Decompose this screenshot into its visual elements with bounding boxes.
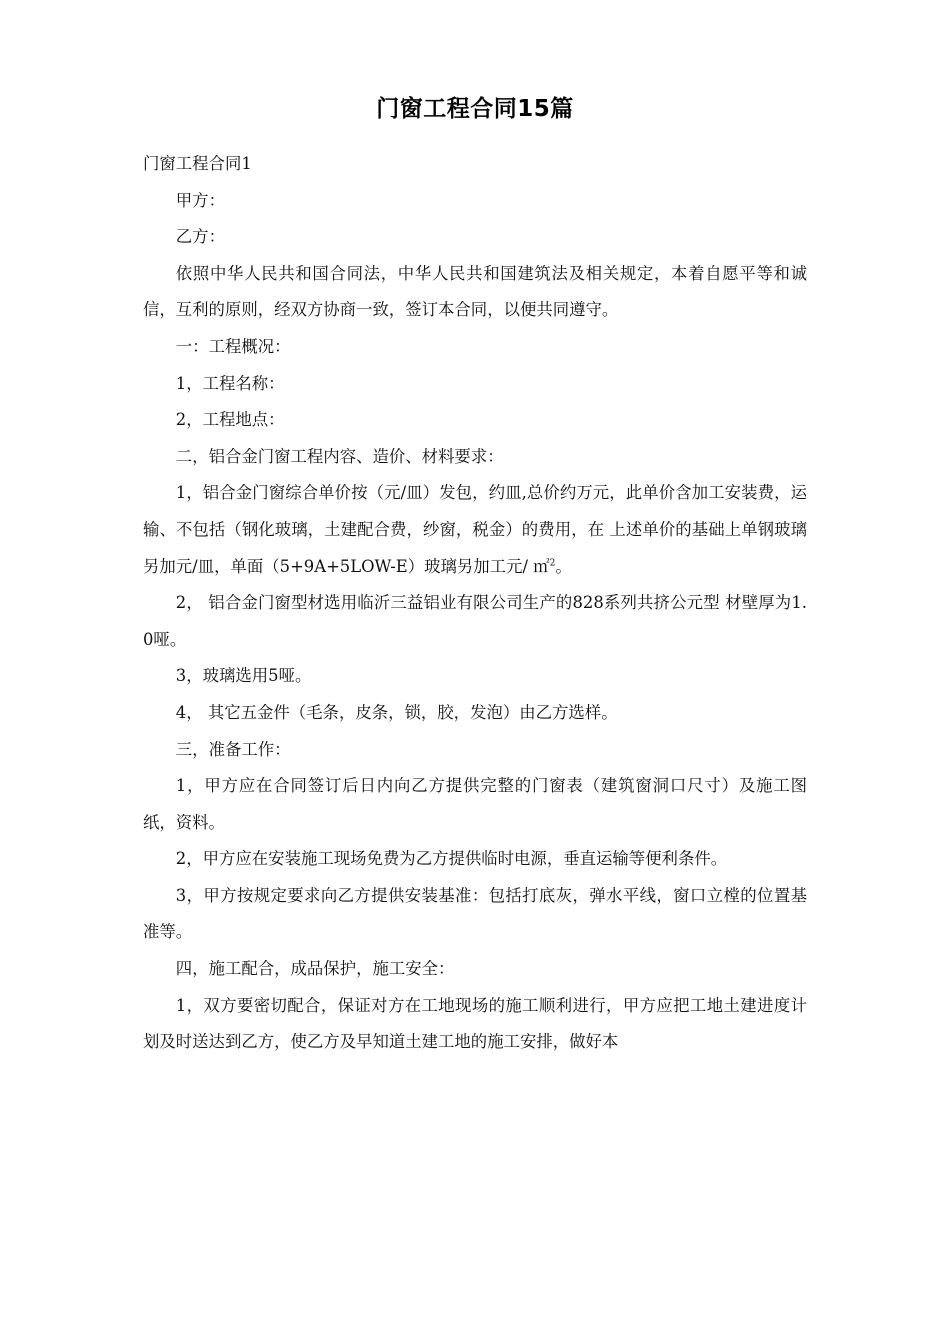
paragraph-party-b: 乙方： — [175, 227, 225, 247]
paragraph-project-name: 1，工程名称： — [175, 373, 285, 393]
paragraph-section-3-heading: 三，准备工作： — [175, 739, 291, 759]
unit-price-text: 1，铝合金门窗综合单价按（元/皿）发包，约皿,总价约万元，此单价含加工安装费，运输、不包括（钢化玻璃，土建配合费，纱窗，税金）的费用，在 上述单价的基础上单钢玻璃另加元/皿，单面（5+9A+5LOW-E）玻璃另加工元/ ㎡ — [143, 483, 807, 576]
paragraph-profile-material: 2， 铝合金门窗型材选用临沂三益铝业有限公司生产的828系列共挤公元型 材壁厚为1.0哑。 — [143, 593, 807, 649]
document-body — [143, 146, 807, 1061]
document-title: 门窗工程合同15篇 — [376, 96, 574, 122]
paragraph-cooperation-1: 1，双方要密切配合，保证对方在工地现场的施工顺利进行，甲方应把工地土建进度计划及时送达到乙方，使乙方及早知道土建工地的施工安排，做好本 — [143, 995, 807, 1052]
paragraph-section-4-heading: 四，施工配合，成品保护，施工安全： — [175, 959, 455, 979]
paragraph-preamble: 依照中华人民共和国合同法，中华人民共和国建筑法及相关规定，本着自愿平等和诚信，互利的原则，经双方协商一致，签订本合同，以便共同遵守。 — [143, 263, 807, 320]
section-heading: 门窗工程合同1 — [143, 154, 252, 173]
paragraph-party-a: 甲方： — [175, 190, 225, 210]
paragraph-glass: 3，玻璃选用5哑。 — [175, 666, 312, 686]
paragraph-section-1-heading: 一：工程概况： — [175, 336, 291, 356]
paragraph-unit-price — [143, 475, 807, 585]
paragraph-prep-3: 3，甲方按规定要求向乙方提供安装基准：包括打底灰，弹水平线，窗口立樘的位置基准等。 — [143, 885, 807, 942]
paragraph-project-location: 2，工程地点： — [175, 410, 285, 430]
paragraph-hardware: 4， 其它五金件（毛条，皮条，锁，胶，发泡）由乙方选样。 — [175, 702, 618, 722]
paragraph-prep-2: 2，甲方应在安装施工现场免费为乙方提供临时电源，垂直运输等便利条件。 — [175, 849, 728, 869]
paragraph-prep-1: 1，甲方应在合同签订后日内向乙方提供完整的门窗表（建筑窗洞口尺寸）及施工图纸，资料。 — [143, 776, 807, 832]
paragraph-section-2-heading: 二，铝合金门窗工程内容、造价、材料要求： — [175, 446, 504, 466]
superscript-mark: 2 — [549, 558, 556, 569]
end-mark: 。 — [555, 556, 572, 576]
